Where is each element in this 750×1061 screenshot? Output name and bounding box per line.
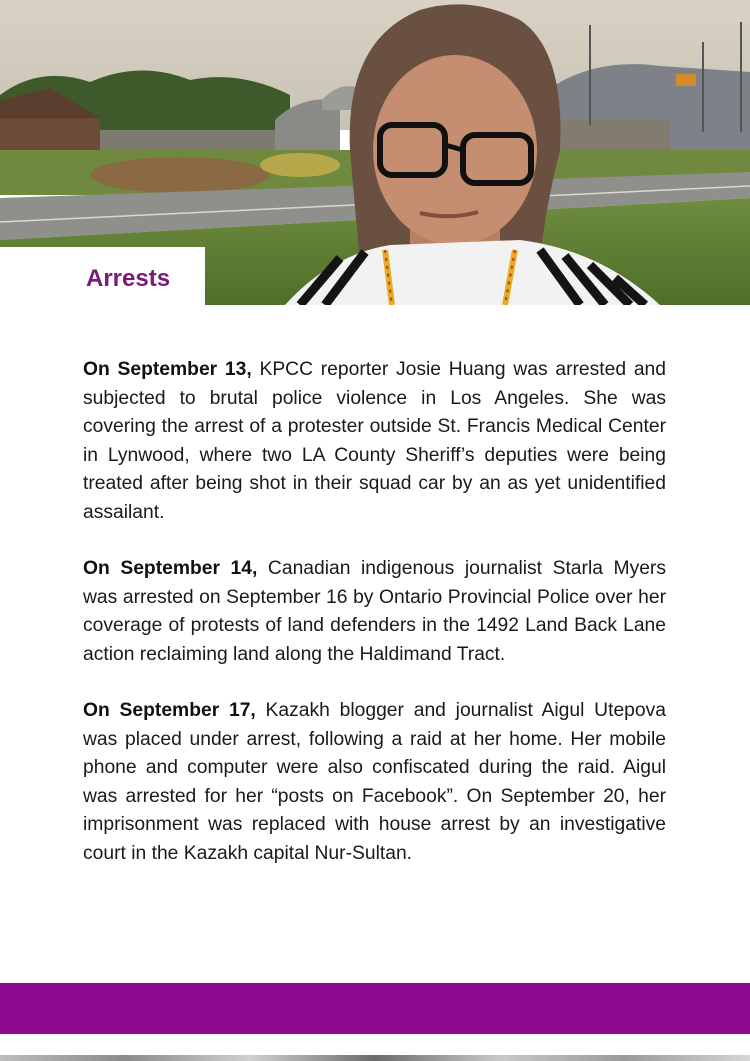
paragraph-lead: On September 14, (83, 558, 258, 579)
paragraph-lead: On September 13, (83, 359, 252, 380)
footer-bar (0, 983, 750, 1034)
next-page-image-strip (0, 1055, 750, 1061)
paragraph-text: Canadian indigenous journalist Starla Myers was arrested on September 16 by Ontario Provincial Police over her coverage of protests of land defenders in the 1492 Land Back Lane action reclaiming land along the Haldimand Tract. (83, 558, 666, 665)
article-paragraph-2 (83, 555, 666, 669)
paragraph-lead: On September 17, (83, 700, 256, 721)
paragraph-text: Kazakh blogger and journalist Aigul Utepova was placed under arrest, following a raid at her home. Her mobile phone and computer were also confiscated during the raid. Aigul was arrested for her “posts on Facebook”. On September 20, her imprisonment was replaced with house arrest by an investigative court in the Kazakh capital Nur-Sultan. (83, 700, 666, 864)
article-paragraph-1 (83, 356, 666, 527)
paragraph-text: KPCC reporter Josie Huang was arrested and subjected to brutal police violence in Los Angeles. She was covering the arrest of a protester outside St. Francis Medical Center in Lynwood, where two LA County Sheriff’s deputies were being treated after being shot in their squad car by an as yet unidentified assailant. (83, 359, 666, 523)
article-body (83, 356, 666, 896)
article-paragraph-3 (83, 697, 666, 868)
section-title: Arrests (86, 265, 171, 292)
